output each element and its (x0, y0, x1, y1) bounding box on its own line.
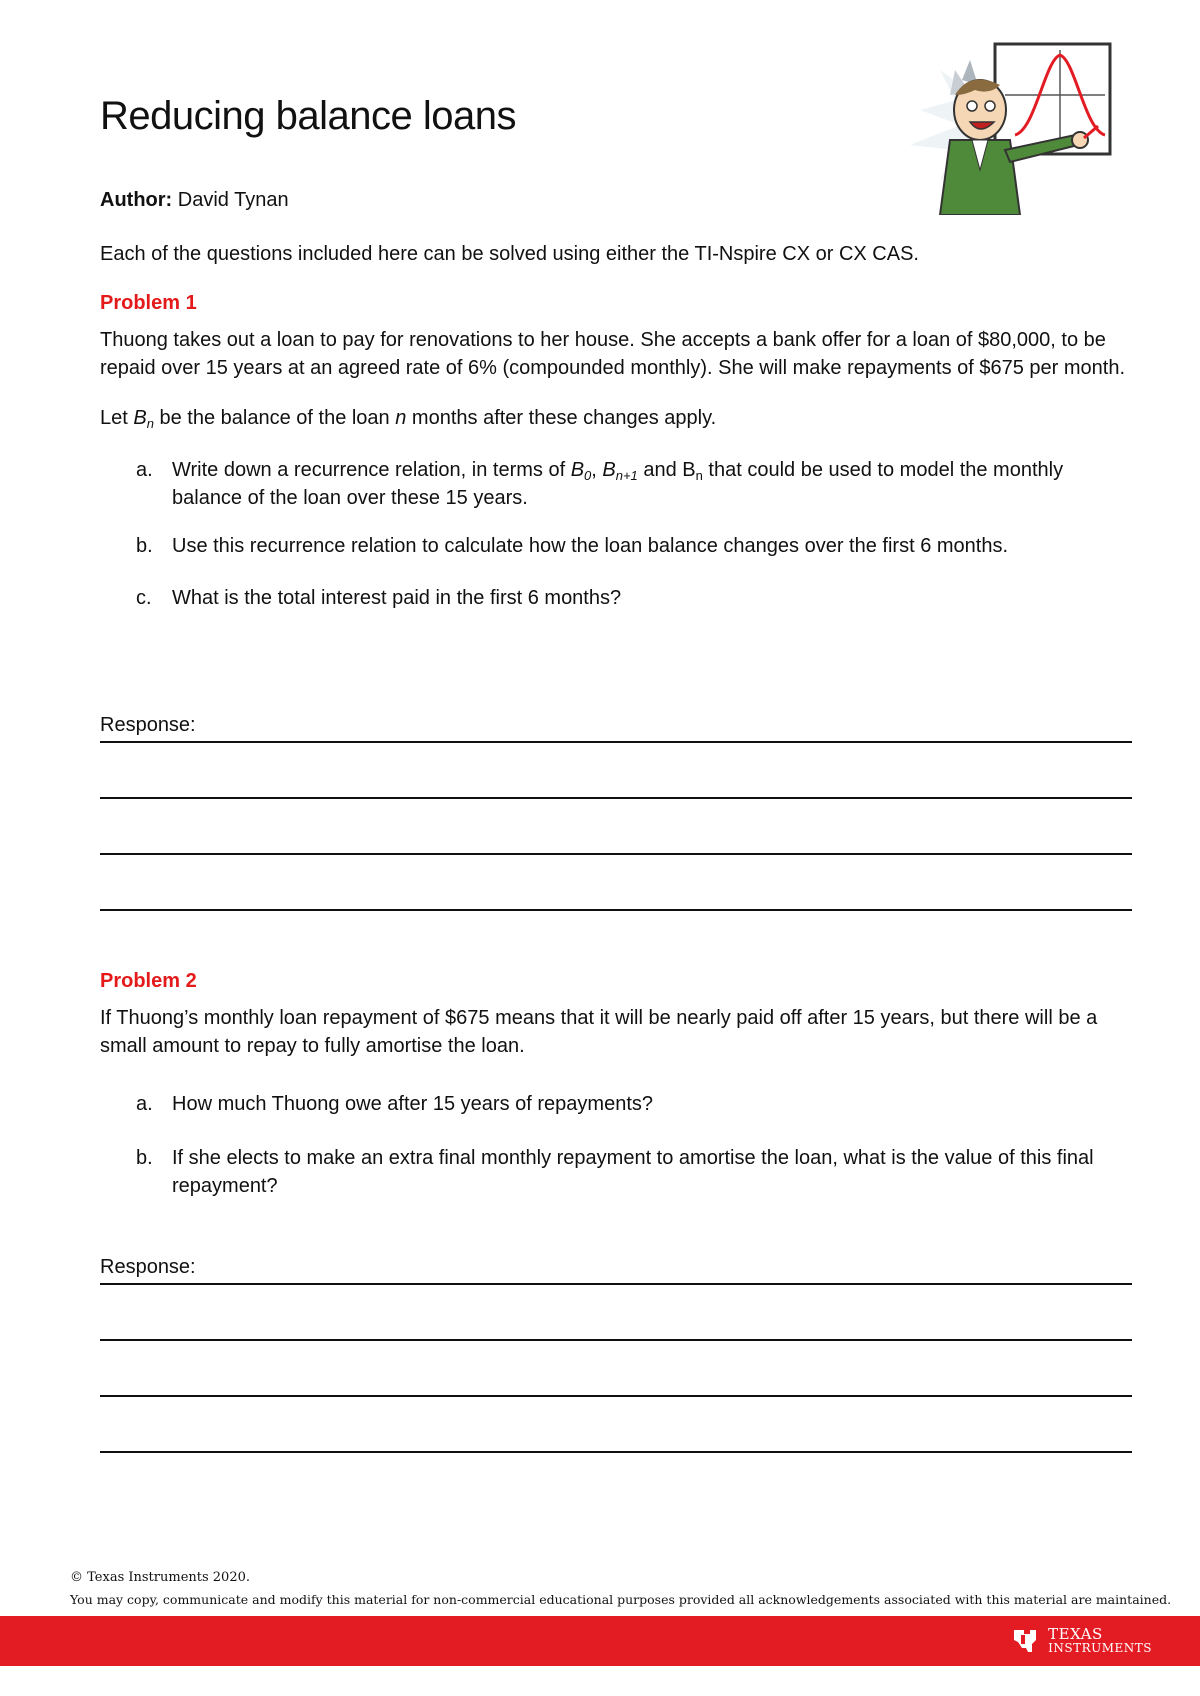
problem-2-paragraph: If Thuong’s monthly loan repayment of $675 means that it will be nearly paid off after 15 years, but there will be a small amount to repay to fully amortise the loan. (100, 1007, 1098, 1057)
problem-1-heading: Problem 1 (100, 292, 197, 314)
footer-copyright: © Texas Instruments 2020. (70, 1570, 251, 1585)
intro-text: Each of the questions included here can be solved using either the TI-Nspire CX or CX CAS. (100, 243, 919, 265)
item-text: Use this recurrence relation to calculate how the loan balance changes over the first 6 months. (172, 535, 1009, 557)
problem-2-response-line[interactable] (100, 1283, 1132, 1285)
item-letter: a. (136, 1093, 153, 1115)
item-text: How much Thuong owe after 15 years of repayments? (172, 1093, 653, 1115)
item-text: Write down a recurrence relation, in terms of $B_0$, $B_{n+1}$ and $B_n$ that could be used to model the monthly balance of the loan over these 15 years. (172, 459, 1064, 509)
ti-logo (1010, 1626, 1152, 1656)
item-text: If she elects to make an extra final monthly repayment to amortise the loan, what is the value of this final repayment? (172, 1147, 1094, 1197)
item-text: What is the total interest paid in the first 6 months? (172, 587, 622, 609)
author-label: Author: (100, 189, 173, 211)
problem-1-let-statement: Let $B_n$ be the balance of the loan n months after these changes apply. (100, 407, 717, 431)
item-letter: c. (136, 587, 152, 609)
problem-1-response-label: Response: (100, 714, 196, 736)
problem-1-response-line[interactable] (100, 741, 1132, 743)
problem-2-heading: Problem 2 (100, 970, 197, 992)
problem-2-response-line[interactable] (100, 1395, 1132, 1397)
ti-logo-icon (1010, 1626, 1040, 1656)
footer-bar (0, 1616, 1200, 1666)
item-letter: b. (136, 1147, 153, 1169)
problem-1-response-line[interactable] (100, 853, 1132, 855)
ti-logo-text: TEXAS INSTRUMENTS (1048, 1624, 1152, 1655)
problem-2-response-label: Response: (100, 1256, 196, 1278)
item-letter: a. (136, 459, 153, 481)
problem-2-response-line[interactable] (100, 1339, 1132, 1341)
problem-2-response-line[interactable] (100, 1451, 1132, 1453)
author-line (100, 186, 1140, 214)
page-title: Reducing balance loans (100, 94, 516, 138)
problem-1-response-line[interactable] (100, 797, 1132, 799)
problem-1-response-line[interactable] (100, 909, 1132, 911)
author-name: David Tynan (177, 189, 289, 211)
item-letter: b. (136, 535, 153, 557)
problem-1-paragraph: Thuong takes out a loan to pay for renovations to her house. She accepts a bank offer for a loan of $80,000, to be repaid over 15 years at an agreed rate of 6% (compounded monthly). She will make repayments of $675 per month. (100, 329, 1126, 379)
footer-license-note: You may copy, communicate and modify this material for non-commercial educational purposes provided all acknowledgements associated with this material are maintained. (70, 1592, 1172, 1607)
